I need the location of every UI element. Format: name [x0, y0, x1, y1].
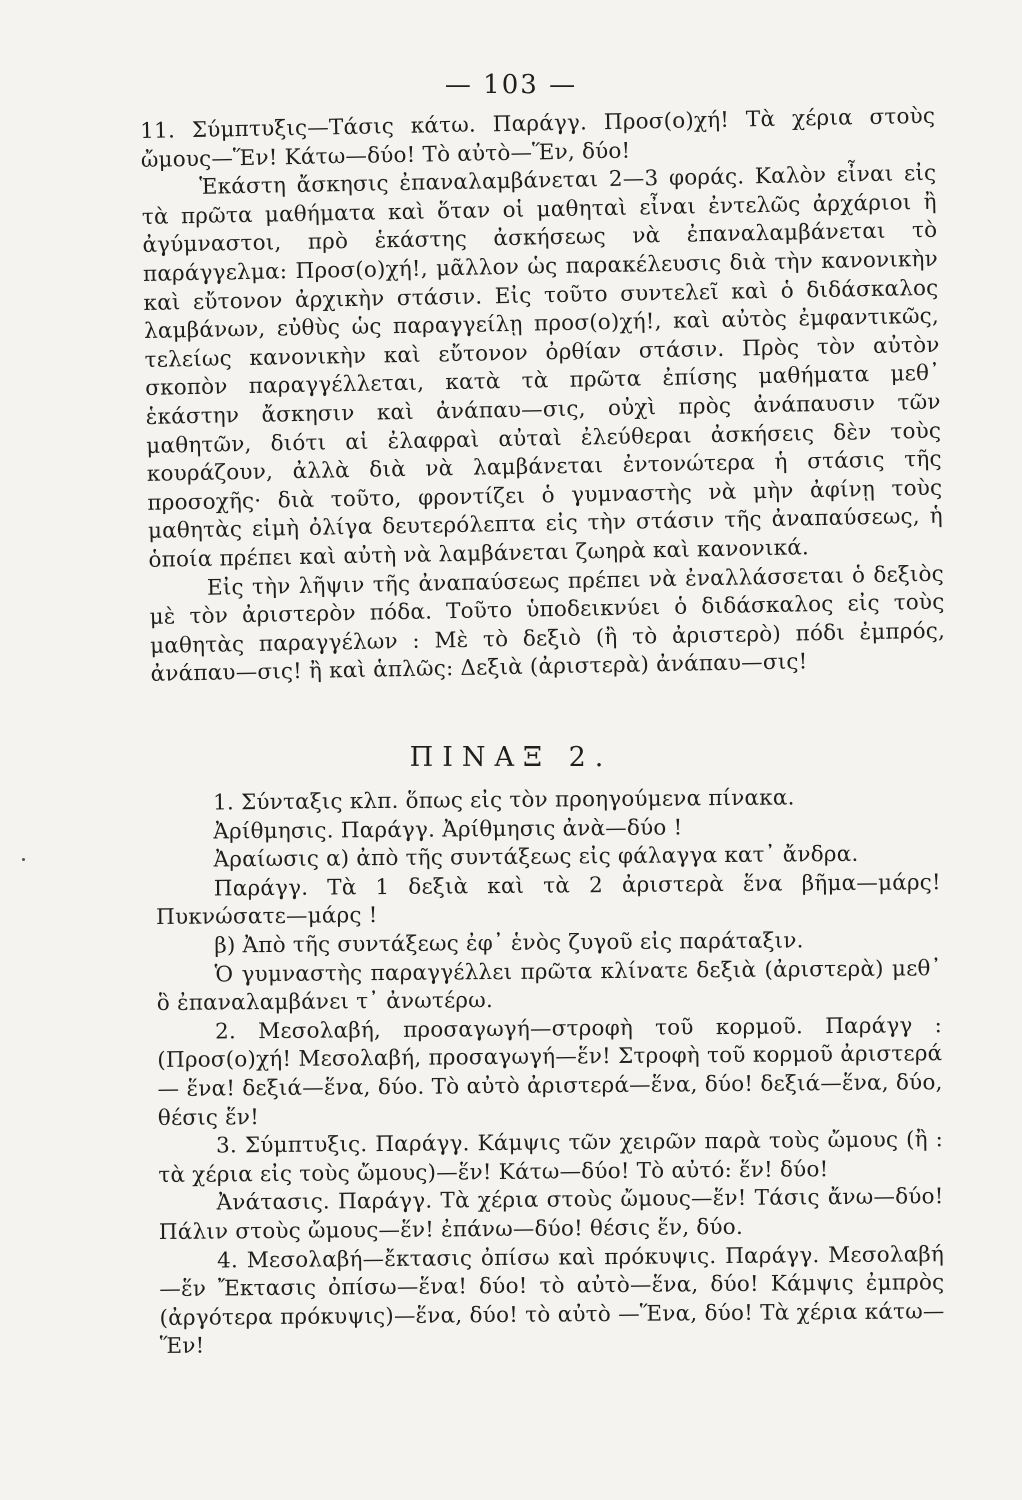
paragraph-command-step: Παράγγ. Τὰ 1 δεξιὰ καὶ τὰ 2 ἀριστερὰ ἕνα βῆμα—μάρς! Πυκνώσατε—μάρς ! [156, 869, 941, 931]
paragraph-item-4: 4. Μεσολαβή—ἔκτασις ὀπίσω καὶ πρόκυψις. Παράγγ. Μεσολαβή—ἕν Ἔκτασις ὀπίσω—ἕνα! δύο! τὸ αὐτὸ—ἕνα, δύο! Κάμψις ἐμπρὸς (ἀργότερα πρόκυψις)—ἕνα, δύο! τὸ αὐτὸ —Ἕνα, δύο! Τὰ χέρια κάτω—Ἕν! [159, 1241, 945, 1360]
lower-text-block [155, 783, 945, 1362]
section-heading: ΠΙΝΑΞ 2. [409, 742, 613, 773]
paragraph-spacing-b: β) Ἀπὸ τῆς συντάξεως ἐφ᾽ ἑνὸς ζυγοῦ εἰς παράταξιν. [214, 928, 804, 959]
paragraph-repetition-note: Ἑκάστη ἄσκησις ἐπαναλαμβάνεται 2—3 φοράς. Καλὸν εἶναι εἰς τὰ πρῶτα μαθήματα καὶ ὅταν οἱ μαθηταὶ εἶναι ἐντελῶς ἀρχάριοι ἢ ἀγύμναστοι, πρὸ ἑκάστης ἀσκήσεως νὰ ἐπαναλαμβάνεται τὸ παράγγελμα: Προσ(ο)χή!, μᾶλλον ὡς παρακέλευσις διὰ τὴν κανονικὴν καὶ εὔτονον ἀρχικὴν στάσιν. Εἰς τοῦτο συντελεῖ καὶ ὁ διδάσκαλος λαμβάνων, εὐθὺς ὡς παραγγείλῃ προσ(ο)χή!, καὶ αὐτὸς ἐμφαντικῶς, τελείως κανονικὴν καὶ εὔτονον ὀρθίαν στάσιν. Πρὸς τὸν αὐτὸν σκοπὸν παραγγέλλεται, κατὰ τὰ πρῶτα ἐπίσης μαθήματα μεθ᾽ ἑκάστην ἄσκησιν καὶ ἀνάπαυ—σις, οὐχὶ πρὸς ἀνάπαυσιν τῶν μαθητῶν, διότι αἱ ἐλαφραὶ αὐταὶ ἐλεύθεραι ἀσκήσεις δὲν τοὺς κουράζουν, ἀλλὰ διὰ νὰ λαμβάνεται ἐντονώτερα ἡ στάσις τῆς προσοχῆς· διὰ τοῦτο, φροντίζει ὁ γυμναστὴς νὰ μὴν ἀφίνῃ τοὺς μαθητὰς εἰμὴ ὀλίγα δευτερόλεπτα εἰς τὴν στάσιν τῆς ἀναπαύσεως, ἡ ὁποία πρέπει καὶ αὐτὴ νὰ λαμβάνεται ζωηρὰ καὶ κανονικά. [141, 160, 944, 573]
paragraph-spacing-a: Ἀραίωσις α) ἀπὸ τῆς συντάξεως εἰς φάλαγγα κατ᾽ ἄνδρα. [213, 842, 859, 873]
page-number: — 103 — [444, 70, 578, 100]
paragraph-numbering: Ἀρίθμησις. Παράγγ. Ἀρίθμησις ἀνὰ—δύο ! [213, 814, 683, 845]
paragraph-instructor-note: Ὁ γυμναστὴς παραγγέλλει πρῶτα κλίνατε δεξιὰ (ἀριστερὰ) μεθ᾽ ὃ ἐπαναλαμβάνει τ᾽ ἀνωτέρω. [156, 955, 942, 1017]
print-speck [22, 858, 25, 861]
paragraph-item-2: 2. Μεσολαβή, προσαγωγή—στροφὴ τοῦ κορμοῦ. Παράγγ : (Προσ(ο)χή! Μεσολαβή, προσαγωγή—ἕν! Στροφὴ τοῦ κορμοῦ ἀριστερά— ἕνα! δεξιά—ἕνα, δύο. Τὸ αὐτὸ ἀριστερά—ἕνα, δύο! δεξιά—ἕνα, δύο, θέσις ἕν! [157, 1012, 943, 1131]
paragraph-exercise-11: 11. Σύμπτυξις—Τάσις κάτω. Παράγγ. Προσ(ο)χή! Τὰ χέρια στοὺς ὤμους—Ἕν! Κάτω—δύο! Τὸ αὐτὸ—Ἕν, δύο! [140, 103, 936, 173]
paragraph-rest-position: Εἰς τὴν λῆψιν τῆς ἀναπαύσεως πρέπει νὰ ἐναλλάσσεται ὁ δεξιὸς μὲ τὸν ἀριστερὸν πόδα. Τοῦτο ὑποδεικνύει ὁ διδάσκαλος εἰς τοὺς μαθητὰς παραγγέλων : Μὲ τὸ δεξιὸ (ἢ τὸ ἀριστερὸ) πόδι ἐμπρός, ἀνάπαυ—σις! ἢ καὶ ἁπλῶς: Δεξιὰ (ἀριστερὰ) ἀνάπαυ—σις! [149, 561, 946, 688]
paragraph-item-1: 1. Σύνταξις κλπ. ὅπως εἰς τὸν προηγούμενα πίνακα. [213, 785, 795, 816]
paragraph-raising: Ἀνάτασις. Παράγγ. Τὰ χέρια στοὺς ὤμους—ἕν! Τάσις ἄνω—δύο! Πάλιν στοὺς ὤμους—ἕν! ἐπάνω—δύο! θέσις ἕν, δύο. [158, 1184, 944, 1245]
paragraph-item-3: 3. Σύμπτυξις. Παράγγ. Κάμψις τῶν χειρῶν παρὰ τοὺς ὤμους (ἢ : τὰ χέρια εἰς τοὺς ὤμους)—ἕν! Κάτω—δύο! Τὸ αὐτό: ἕν! δύο! [158, 1127, 944, 1188]
upper-text-block [140, 103, 946, 690]
